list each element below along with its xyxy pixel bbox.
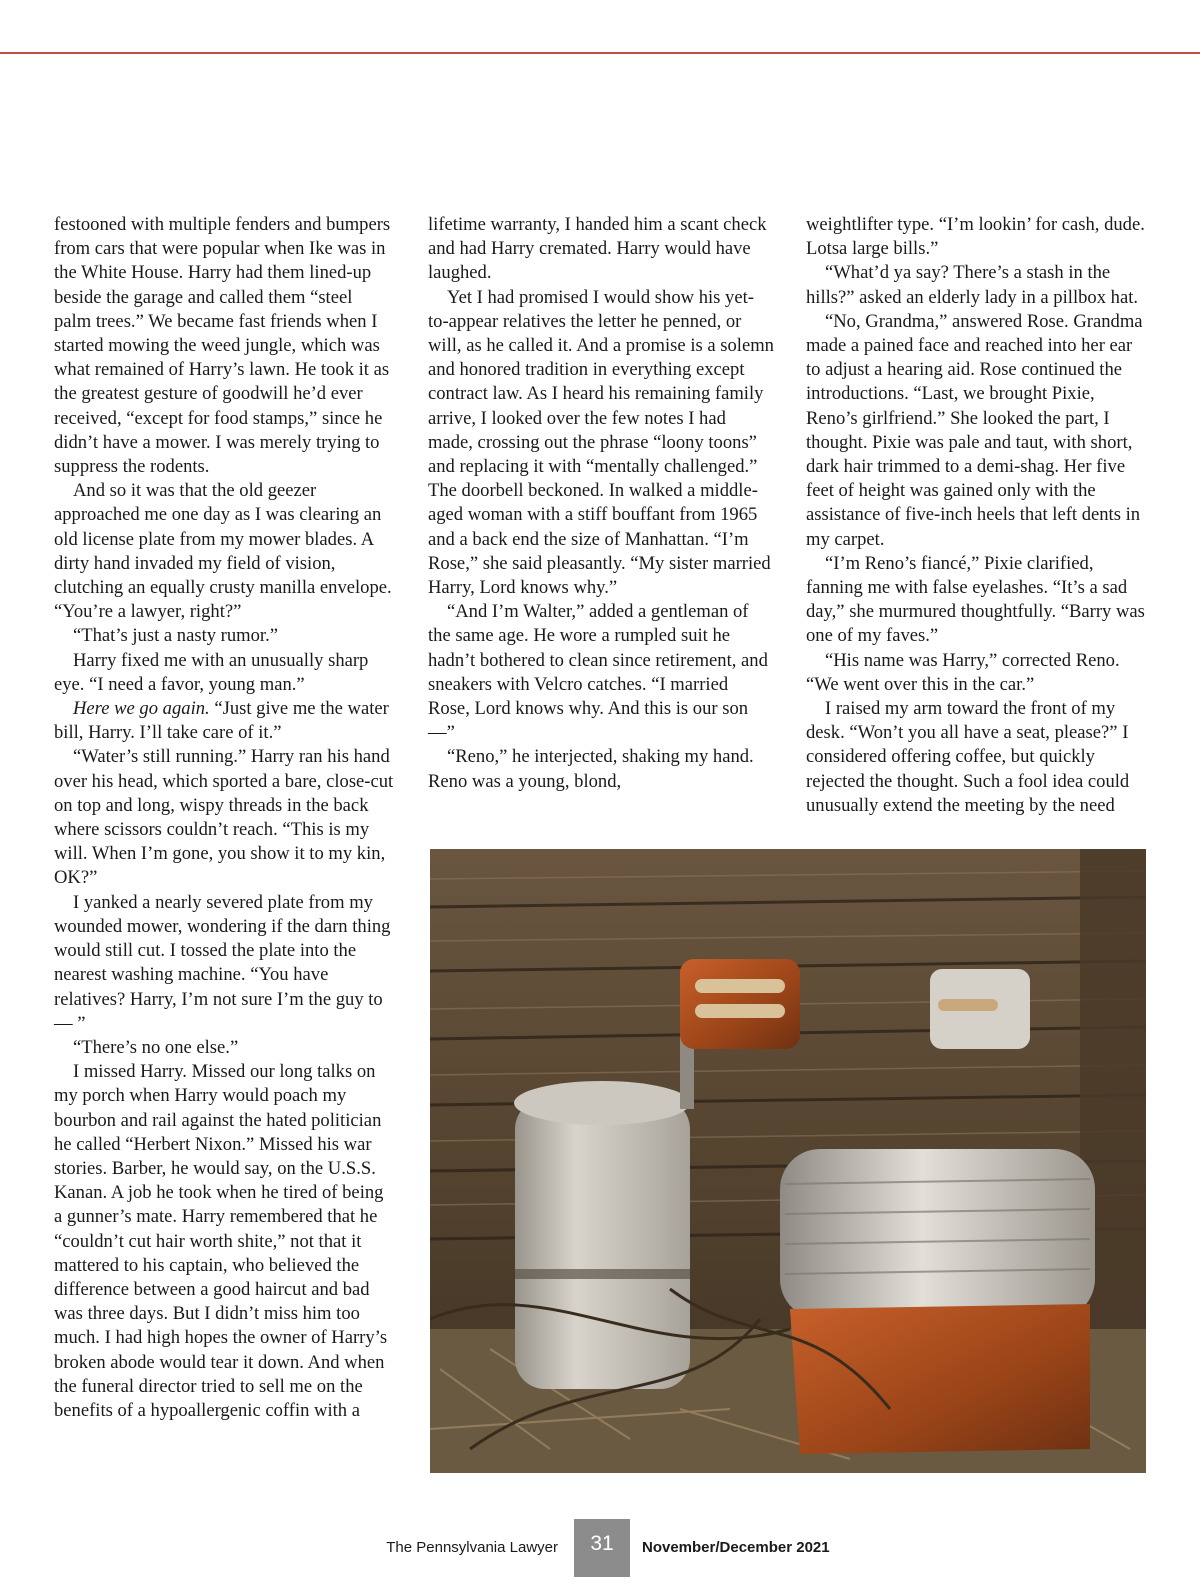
paragraph: And so it was that the old geezer approached me one day as I was clearing an old license plate from my mower blades. A dirty hand invaded my field of vision, clutching an equally crusty manilla envelope. “You’re a lawyer, right?” bbox=[54, 480, 392, 623]
page-number: 31 bbox=[574, 1519, 630, 1577]
paragraph bbox=[54, 697, 394, 745]
paragraph: lifetime warranty, I handed him a scant check and had Harry cremated. Harry would have laughed. bbox=[428, 214, 767, 284]
paragraph-text: “Just give me the water bill, Harry. I’ll take care of it.” bbox=[54, 698, 389, 744]
paragraph: “Water’s still running.” Harry ran his hand over his head, which sported a bare, close-cut on top and long, wispy threads in the back where scissors couldn’t reach. “This is my will. When I’m gone, you show it to my kin, OK?” bbox=[54, 746, 394, 889]
washing-machines-photo bbox=[430, 849, 1146, 1473]
paragraph: I yanked a nearly severed plate from my wounded mower, wondering if the darn thing would still cut. I tossed the plate into the nearest washing machine. “You have relatives? Harry, I’m not sure I’m the guy to — ” bbox=[54, 891, 391, 1034]
paragraph: festooned with multiple fenders and bumpers from cars that were popular when Ike was in the White House. Harry had them lined-up beside the garage and called them “steel palm trees.” We became fast friends when I started mowing the weed jungle, which was what remained of Harry’s lawn. He took it as the greatest gesture of goodwill he’d ever received, “except for food stamps,” since he didn’t have a mower. I was merely trying to suppress the rodents. bbox=[54, 214, 391, 478]
header-rule bbox=[0, 52, 1200, 54]
paragraph: “Reno,” he interjected, shaking my hand. Reno was a young, blond, bbox=[428, 746, 754, 792]
issue-date: November/December 2021 bbox=[642, 1539, 830, 1556]
paragraph: weightlifter type. “I’m lookin’ for cash, dude. Lotsa large bills.” bbox=[806, 214, 1145, 260]
paragraph: Yet I had promised I would show his yet-to-appear relatives the letter he penned, or will, as he called it. And a promise is a solemn and honored tradition in everything except contract law. As I heard his remaining family arrive, I looked over the few notes I had made, crossing out the phrase “loony toons” and replacing it with “mentally challenged.” The doorbell beckoned. In walked a middle-aged woman with a stiff bouffant from 1965 and a back end the size of Manhattan. “I’m Rose,” she said pleasantly. “My sister married Harry, Lord knows why.” bbox=[428, 286, 774, 599]
paragraph: Harry fixed me with an unusually sharp eye. “I need a favor, young man.” bbox=[54, 649, 369, 695]
paragraph: “What’d ya say? There’s a stash in the hills?” asked an elderly lady in a pillbox hat. bbox=[806, 262, 1139, 308]
article-column-2 bbox=[428, 213, 774, 794]
paragraph: “His name was Harry,” corrected Reno. “We went over this in the car.” bbox=[806, 649, 1120, 695]
page-footer bbox=[0, 1519, 1200, 1577]
publication-name: The Pennsylvania Lawyer bbox=[386, 1539, 558, 1556]
italic-phrase: Here we go again. bbox=[73, 698, 210, 720]
paragraph: “I’m Reno’s fiancé,” Pixie clarified, fanning me with false eyelashes. “It’s a sad day,” she murmured thoughtfully. “Barry was one of my faves.” bbox=[806, 552, 1145, 647]
paragraph: I missed Harry. Missed our long talks on my porch when Harry would poach my bourbon and rail against the hated politician he called “Herbert Nixon.” Missed his war stories. Barber, he would say, on the U.S.S. Kanan. A job he took when he tired of being a gunner’s mate. Harry remembered that he “couldn’t cut hair worth shite,” not that it mattered to his captain, who believed the difference between a good haircut and bad was three days. But I didn’t miss him too much. I had high hopes the owner of Harry’s broken abode would tear it down. And when the funeral director tried to sell me on the benefits of a hypoallergenic coffin with a bbox=[54, 1061, 388, 1421]
article-column-1 bbox=[54, 213, 394, 1423]
paragraph: “And I’m Walter,” added a gentleman of the same age. He wore a rumpled suit he hadn’t bothered to clean since retirement, and sneakers with Velcro catches. “I married Rose, Lord knows why. And this is our son —” bbox=[428, 601, 768, 744]
paragraph: “There’s no one else.” bbox=[73, 1036, 239, 1058]
article-column-3 bbox=[806, 213, 1146, 818]
paragraph: “That’s just a nasty rumor.” bbox=[73, 625, 279, 647]
paragraph: “No, Grandma,” answered Rose. Grandma made a pained face and reached into her ear to adjust a hearing aid. Rose continued the introductions. “Last, we brought Pixie, Reno’s girlfriend.” She looked the part, I thought. Pixie was pale and taut, with short, dark hair trimmed to a demi-shag. Her five feet of height was gained only with the assistance of five-inch heels that left dents in my carpet. bbox=[806, 310, 1143, 550]
paragraph: I raised my arm toward the front of my desk. “Won’t you all have a seat, please?” I considered offering coffee, but quickly rejected the thought. Such a fool idea could unusually extend the meeting by the need bbox=[806, 698, 1130, 816]
